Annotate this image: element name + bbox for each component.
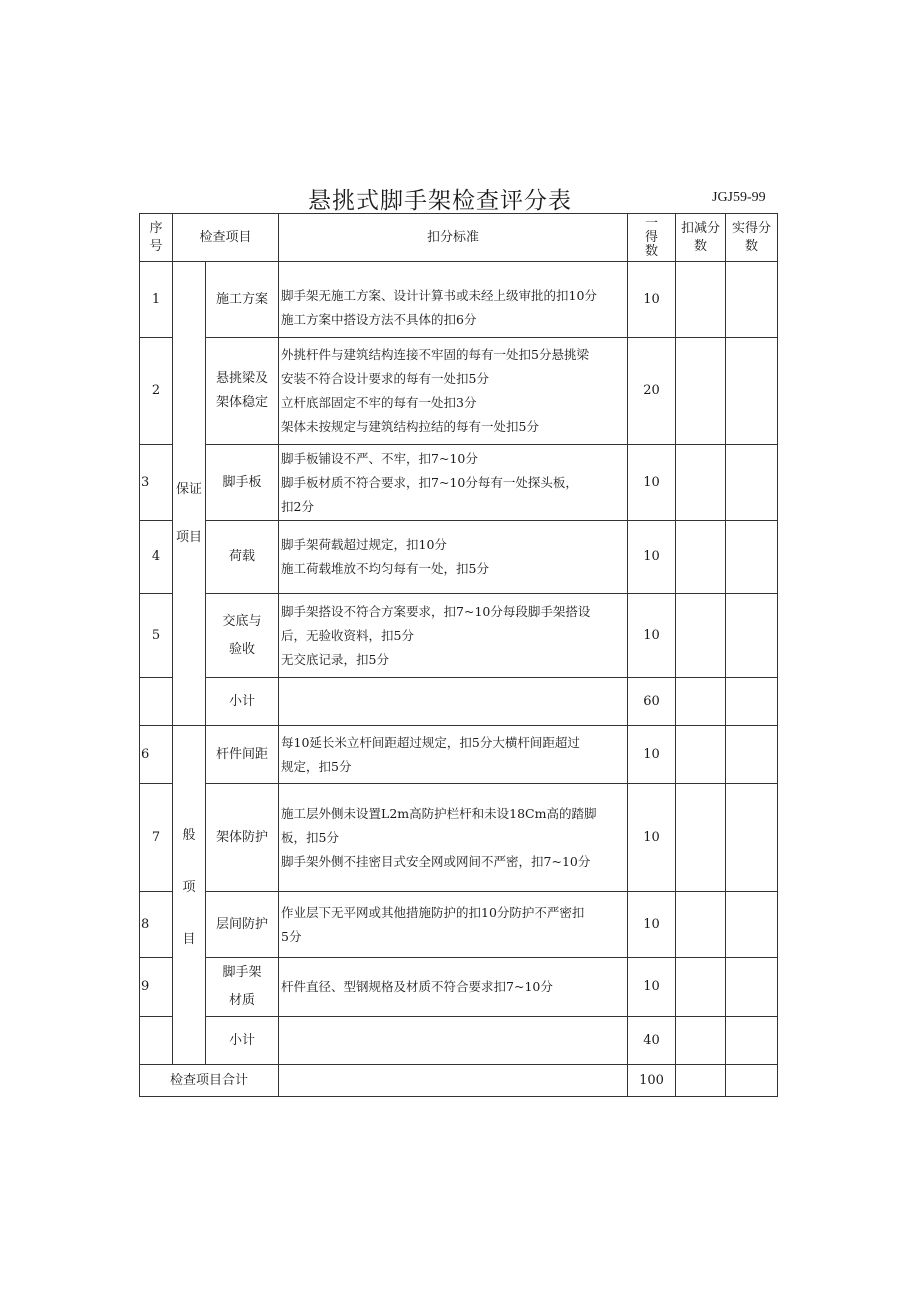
- actual-cell[interactable]: [726, 678, 778, 726]
- header-score: 一 得 数: [628, 214, 676, 262]
- deduct-cell[interactable]: [676, 521, 726, 594]
- item-name: 脚手架 材质: [206, 958, 279, 1017]
- item-name: 悬挑梁及 架体稳定: [206, 338, 279, 445]
- row-number: 6: [140, 726, 173, 784]
- total-criteria: [279, 1065, 628, 1097]
- row-number: 2: [140, 338, 173, 445]
- item-score: 60: [628, 678, 676, 726]
- table-row: [140, 521, 778, 594]
- item-criteria: 每10延长米立杆间距超过规定，扣5分大横杆间距超过 规定，扣5分: [279, 726, 628, 784]
- item-score: 40: [628, 1017, 676, 1065]
- row-number: 1: [140, 262, 173, 338]
- item-criteria: [279, 678, 628, 726]
- table-row: [140, 445, 778, 521]
- deduct-cell[interactable]: [676, 445, 726, 521]
- actual-cell[interactable]: [726, 338, 778, 445]
- category-general-line3: 目: [182, 932, 196, 947]
- category-guarantee-line1: 保证: [175, 481, 202, 497]
- item-criteria: 脚手架荷载超过规定，扣10分 施工荷载堆放不均匀每有一处，扣5分: [279, 521, 628, 594]
- item-score: 10: [628, 892, 676, 958]
- item-criteria: 作业层下无平网或其他措施防护的扣10分防护不严密扣 5分: [279, 892, 628, 958]
- item-name: 小计: [206, 678, 279, 726]
- header-criteria: 扣分标准: [279, 214, 628, 262]
- row-number: 9: [140, 958, 173, 1017]
- item-name: 架体防护: [206, 784, 279, 892]
- total-score: 100: [628, 1065, 676, 1097]
- actual-cell[interactable]: [726, 958, 778, 1017]
- deduct-cell[interactable]: [676, 262, 726, 338]
- category-general-line1: 般: [182, 828, 196, 843]
- standard-code: JGJ59-99: [712, 190, 766, 205]
- subtotal-row: [140, 678, 778, 726]
- deduct-cell[interactable]: [676, 1065, 726, 1097]
- table-row: [140, 262, 778, 338]
- item-criteria: 杆件直径、型钢规格及材质不符合要求扣7~10分: [279, 958, 628, 1017]
- table-row: [140, 338, 778, 445]
- item-name: 施工方案: [206, 262, 279, 338]
- deduct-cell[interactable]: [676, 594, 726, 678]
- table-row: [140, 594, 778, 678]
- item-name: 层间防护: [206, 892, 279, 958]
- header-row: [140, 214, 778, 262]
- item-criteria: [279, 1017, 628, 1065]
- row-number: 4: [140, 521, 173, 594]
- row-number: [140, 1017, 173, 1065]
- table-row: [140, 784, 778, 892]
- actual-cell[interactable]: [726, 594, 778, 678]
- header-item: 检查项目: [173, 214, 279, 262]
- item-score: 10: [628, 594, 676, 678]
- row-number: [140, 678, 173, 726]
- header-actual: 实得分 数: [726, 214, 778, 262]
- item-name: 小计: [206, 1017, 279, 1065]
- item-name: 脚手板: [206, 445, 279, 521]
- actual-cell[interactable]: [726, 784, 778, 892]
- category-general-line2: 项: [182, 880, 196, 895]
- actual-cell[interactable]: [726, 726, 778, 784]
- item-name: 荷载: [206, 521, 279, 594]
- actual-cell[interactable]: [726, 892, 778, 958]
- deduct-cell[interactable]: [676, 1017, 726, 1065]
- item-name: 杆件间距: [206, 726, 279, 784]
- score-table: [139, 213, 778, 1097]
- deduct-cell[interactable]: [676, 726, 726, 784]
- total-label: 检查项目合计: [140, 1065, 279, 1097]
- item-score: 10: [628, 726, 676, 784]
- item-criteria: 脚手板铺设不严、不牢，扣7~10分 脚手板材质不符合要求，扣7~10分每有一处探头板， 扣2分: [279, 445, 628, 521]
- item-criteria: 脚手架无施工方案、设计计算书或未经上级审批的扣10分 施工方案中搭设方法不具体的扣6分: [279, 262, 628, 338]
- actual-cell[interactable]: [726, 1065, 778, 1097]
- actual-cell[interactable]: [726, 1017, 778, 1065]
- item-score: 10: [628, 958, 676, 1017]
- actual-cell[interactable]: [726, 262, 778, 338]
- actual-cell[interactable]: [726, 521, 778, 594]
- row-number: 7: [140, 784, 173, 892]
- deduct-cell[interactable]: [676, 784, 726, 892]
- actual-cell[interactable]: [726, 445, 778, 521]
- item-score: 10: [628, 262, 676, 338]
- deduct-cell[interactable]: [676, 958, 726, 1017]
- item-criteria: 脚手架搭设不符合方案要求，扣7~10分每段脚手架搭设 后，无验收资料，扣5分 无交底记录，扣5分: [279, 594, 628, 678]
- deduct-cell[interactable]: [676, 892, 726, 958]
- item-score: 20: [628, 338, 676, 445]
- page-title: 悬挑式脚手架检查评分表: [308, 188, 572, 214]
- item-criteria: 外挑杆件与建筑结构连接不牢固的每有一处扣5分悬挑梁 安装不符合设计要求的每有一处扣5分 立杆底部固定不牢的每有一处扣3分 架体未按规定与建筑结构拉结的每有一处扣5分: [279, 338, 628, 445]
- subtotal-row: [140, 1017, 778, 1065]
- category-guarantee: [173, 262, 206, 726]
- row-number: 5: [140, 594, 173, 678]
- item-score: 10: [628, 445, 676, 521]
- table-row: [140, 892, 778, 958]
- category-general: [173, 726, 206, 1065]
- deduct-cell[interactable]: [676, 678, 726, 726]
- item-criteria: 施工层外侧未设置L2m高防护栏杆和未设18Cm高的踏脚 板，扣5分 脚手架外侧不挂密目式安全网或网间不严密，扣7~10分: [279, 784, 628, 892]
- table-row: [140, 958, 778, 1017]
- header-deduct: 扣减分 数: [676, 214, 726, 262]
- item-score: 10: [628, 784, 676, 892]
- deduct-cell[interactable]: [676, 338, 726, 445]
- header-seq: 序 号: [140, 214, 173, 262]
- table-row: [140, 726, 778, 784]
- category-guarantee-line2: 项目: [175, 529, 202, 545]
- row-number: 8: [140, 892, 173, 958]
- row-number: 3: [140, 445, 173, 521]
- item-score: 10: [628, 521, 676, 594]
- item-name: 交底与 验收: [206, 594, 279, 678]
- total-row: [140, 1065, 778, 1097]
